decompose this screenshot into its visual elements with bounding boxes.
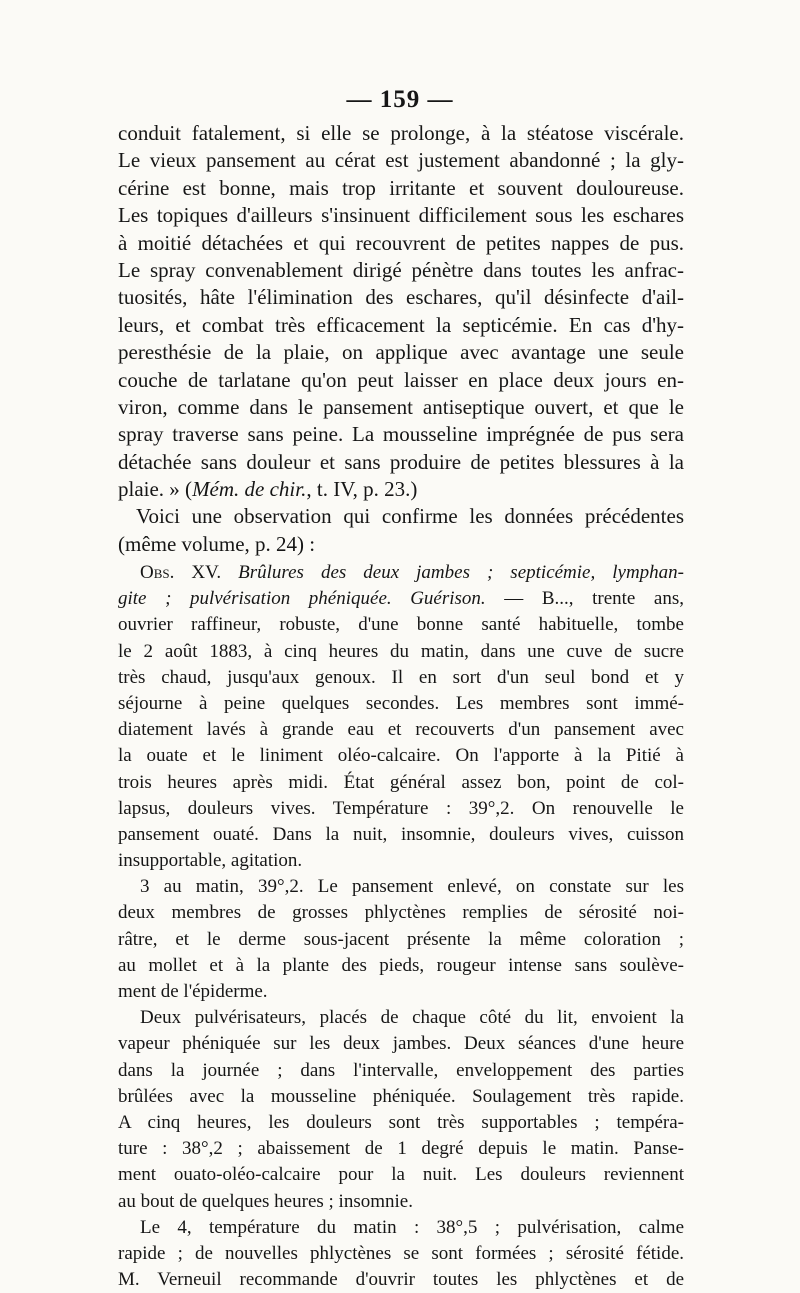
text-line: conduit fatalement, si elle se prolonge, à la stéatose viscérale. [118,121,684,145]
page-number: — 159 — [346,86,454,113]
text-line: deux membres de grosses phlyctènes remplies de sérosité noi- [118,902,684,924]
text-line: séjourne à peine quelques secondes. Les membres sont immé- [118,692,684,714]
text-line: la ouate et le liniment oléo-calcaire. On l'apporte à la Pitié à [118,745,684,767]
text-line: leurs, et combat très efficacement la septicémie. En cas d'hy- [118,312,684,337]
text-line: 3 au matin, 39°,2. Le pansement enlevé, on constate sur les [140,876,684,898]
text-line: au mollet et à la plante des pieds, rougeur intense sans soulève- [118,954,684,976]
text-line: ouvrier raffineur, robuste, d'une bonne santé habituelle, tombe [118,614,684,636]
lead-text-block [118,120,684,558]
text-line: insupportable, agitation. [118,850,303,872]
text-line: M. Verneuil recommande d'ouvrir toutes les phlyctènes et de [118,1269,684,1291]
text-line: ment ouato-oléo-calcaire pour la nuit. Les douleurs reviennent [118,1164,684,1186]
observation-title: Brûlures des deux jambes ; septicémie, lymphan- [238,562,685,583]
observation-patient: — B..., trente ans, [485,588,684,610]
text-line: rapide ; de nouvelles phlyctènes se sont formées ; sérosité fétide. [118,1242,684,1264]
text-line: Le vieux pansement au cérat est justement abandonné ; la gly- [118,148,684,173]
text-line: Les topiques d'ailleurs s'insinuent difficilement sous les eschares [118,203,684,228]
text-line: dans la journée ; dans l'intervalle, enveloppement des parties [118,1059,684,1081]
text-line: couche de tarlatane qu'on peut laisser en place deux jours en- [118,367,684,392]
text-line: le 2 août 1883, à cinq heures du matin, dans une cuve de sucre [118,640,684,662]
text-line: viron, comme dans le pansement antiseptique ouvert, et que le [118,394,684,419]
intro-line: (même volume, p. 24) : [118,531,316,556]
text-line: trois heures après midi. État général assez bon, point de col- [118,771,684,793]
observation-heading-line [118,560,684,586]
observation-block [118,560,684,1293]
text-line: brûlées avec la mousseline phéniquée. Soulagement très rapide. [118,1085,684,1107]
text-line: à moitié détachées et qui recouvrent de petites nappes de pus. [118,230,684,255]
text-line: vapeur phéniquée sur les deux jambes. Deux séances d'une heure [118,1033,684,1055]
text-line: détachée sans douleur et sans produire de petites blessures à la [118,449,684,474]
text-line: râtre, et le derme sous-jacent présente la même coloration ; [118,928,684,950]
text-line: ture : 38°,2 ; abaissement de 1 degré depuis le matin. Panse- [118,1138,684,1160]
text-line: peresthésie de la plaie, on applique avec avantage une seule [118,340,684,365]
text-line-citation [118,476,684,503]
intro-line: Voici une observation qui confirme les données précédentes [136,504,684,529]
observation-heading-line [118,586,684,612]
text-line: Le spray convenablement dirigé pénètre dans toutes les anfrac- [118,257,684,282]
text-line: tuosités, hâte l'élimination des eschares, qu'il désinfecte d'ail- [118,285,684,310]
text-line: diatement lavés à grande eau et recouverts d'un pansement avec [118,719,684,741]
citation-suffix: , t. IV, p. 23.) [306,477,418,502]
observation-label: Obs. XV. [140,562,222,583]
text-line: pansement ouaté. Dans la nuit, insomnie, douleurs vives, cuisson [118,823,684,845]
text-line: spray traverse sans peine. La mousseline imprégnée de pus sera [118,422,684,447]
text-line: Le 4, température du matin : 38°,5 ; pulvérisation, calme [140,1216,684,1238]
observation-title-cont: gite ; pulvérisation phéniquée. Guérison. [118,588,486,610]
citation-title: Mém. de chir. [192,477,307,502]
text-line: au bout de quelques heures ; insomnie. [118,1190,413,1212]
text-line: lapsus, douleurs vives. Température : 39°,2. On renouvelle le [118,797,684,819]
citation-prefix: plaie. » ( [118,477,193,502]
text-line: cérine est bonne, mais trop irritante et souvent douloureuse. [118,175,684,200]
text-line: A cinq heures, les douleurs sont très supportables ; tempéra- [118,1111,684,1133]
text-line: Deux pulvérisateurs, placés de chaque côté du lit, envoient la [140,1007,684,1029]
text-line: ment de l'épiderme. [118,981,268,1002]
text-line: très chaud, jusqu'aux genoux. Il en sort d'un seul bond et y [118,666,684,688]
